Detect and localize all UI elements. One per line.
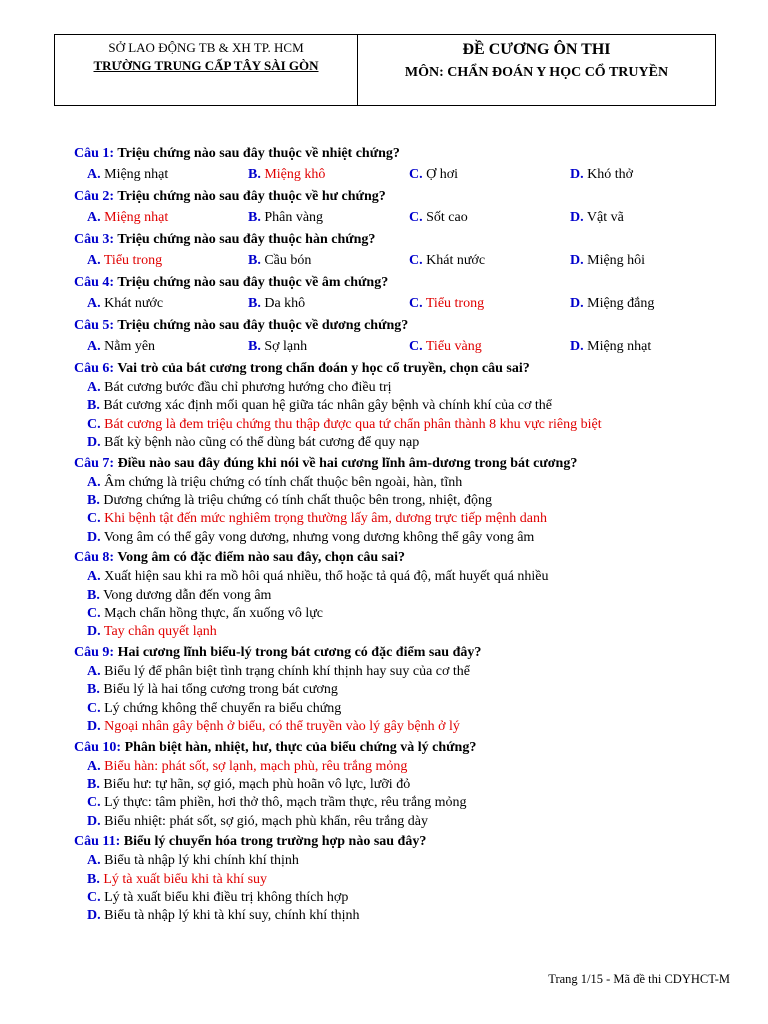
option-letter: B. [87,587,100,603]
option-letter: C. [409,339,423,354]
question-text: Triệu chứng nào sau đây thuộc về nhiệt chứng? [117,146,400,161]
option-a [87,164,248,186]
option-text: Vật vã [586,210,624,225]
option-letter: A. [87,210,101,225]
option-text: Khát nước [104,296,164,311]
option-letter: D. [570,167,584,182]
option-d [570,250,731,272]
option-text: Xuất hiện sau khi ra mồ hôi quá nhiều, thổ hoặc tả quá độ, mất huyết quá nhiều [104,569,549,585]
option-letter: B. [248,296,261,311]
correct-answer-text: Biểu hàn: phát sốt, sợ lạnh, mạch phù, rêu trắng mỏng [104,758,408,774]
header-box [54,34,716,106]
question-4 [74,272,744,293]
option-letter: A. [87,253,101,268]
option-a [87,207,248,229]
option-c [409,207,570,229]
correct-answer-text: Miệng khô [264,167,326,182]
option-text: Vong âm có thể gây vong dương, nhưng vong dương không thể gây vong âm [103,529,535,545]
option-text: Miệng nhạt [587,339,652,354]
question-number: Câu 7: [74,455,115,471]
option-text: Bát cương bước đầu chỉ phương hướng cho điều trị [104,380,392,395]
question-text: Điều nào sau đây đúng khi nói về hai cương lĩnh âm-dương trong bát cương? [117,455,578,471]
question-8 [74,547,744,568]
option-letter: C. [409,253,423,268]
option-text: Sợ lạnh [264,339,308,354]
subject-title: MÔN: CHẨN ĐOÁN Y HỌC CỔ TRUYỀN [404,65,669,80]
option-b [87,681,744,699]
option-a [87,568,744,586]
option-c [87,605,744,623]
option-text: Nằm yên [104,339,156,354]
option-b [248,207,409,229]
option-a [87,336,248,358]
question-3 [74,229,744,250]
question-number: Câu 1: [74,146,115,161]
option-d [87,623,744,641]
option-b [248,250,409,272]
option-letter: A. [87,853,101,869]
option-c [87,700,744,718]
option-b [248,164,409,186]
question-text: Vong âm có đặc điểm nào sau đây, chọn câu sai? [117,550,406,566]
option-text: Mạch chẩn hồng thực, ấn xuống vô lực [104,606,324,622]
options-10 [87,758,744,832]
question-6 [74,358,744,379]
question-list [74,143,744,926]
document-title: ĐỀ CƯƠNG ÔN THI [462,41,611,58]
option-b [87,492,744,510]
option-text: Sốt cao [426,210,468,225]
option-text: Biểu tà nhập lý khi tà khí suy, chính khí thịnh [104,908,360,924]
option-text: Biểu nhiệt: phát sốt, sợ gió, mạch phù khẩn, rêu trắng dày [104,813,429,829]
option-letter: C. [87,889,101,905]
question-10 [74,737,744,758]
question-number: Câu 10: [74,739,122,755]
option-b [87,871,744,889]
option-b [248,293,409,315]
question-text: Triệu chứng nào sau đây thuộc về hư chứng? [117,189,386,204]
question-9 [74,642,744,663]
option-text: Vong dương dẫn đến vong âm [103,587,272,603]
option-letter: D. [87,813,101,829]
option-a [87,852,744,870]
option-b [87,776,744,794]
option-b [87,397,744,415]
option-letter: D. [87,529,101,545]
option-letter: A. [87,380,101,395]
options-6 [87,379,744,453]
option-d [87,813,744,831]
question-number: Câu 4: [74,275,115,290]
correct-answer-text: Tiểu vàng [425,339,482,354]
option-letter: B. [87,682,100,698]
correct-answer-text: Khi bệnh tật đến mức nghiêm trọng thường lấy âm, dương trực tiếp mệnh danh [104,511,548,527]
question-1 [74,143,744,164]
option-text: Bất kỳ bệnh nào cũng có thể dùng bát cương để quy nạp [104,435,420,451]
options-9 [87,663,744,737]
option-letter: B. [248,339,261,354]
option-letter: B. [87,398,100,414]
option-letter: D. [87,908,101,924]
options-4 [87,293,744,315]
option-text: Biểu tà nhập lý khi chính khí thịnh [104,853,299,869]
org-name: SỞ LAO ĐỘNG TB & XH TP. HCM [108,40,304,55]
option-text: Khát nước [426,253,486,268]
option-letter: A. [87,167,101,182]
option-d [87,718,744,736]
option-letter: B. [87,871,100,887]
option-text: Miệng hôi [587,253,646,268]
option-letter: C. [87,795,101,811]
question-11 [74,831,744,852]
option-letter: B. [248,253,261,268]
option-letter: C. [87,511,101,527]
option-d [570,164,731,186]
question-number: Câu 9: [74,644,115,660]
option-letter: D. [87,624,101,640]
option-c [87,889,744,907]
option-d [87,529,744,547]
option-letter: A. [87,569,101,585]
option-d [87,434,744,452]
option-text: Cầu bón [264,253,312,268]
options-1 [87,164,744,186]
option-a [87,250,248,272]
question-2 [74,186,744,207]
option-a [87,293,248,315]
question-number: Câu 5: [74,318,115,333]
option-c [87,794,744,812]
option-letter: C. [409,296,423,311]
option-letter: C. [409,167,423,182]
option-text: Da khô [264,296,306,311]
option-c [409,336,570,358]
options-2 [87,207,744,229]
option-letter: A. [87,296,101,311]
option-letter: C. [87,416,101,432]
option-a [87,758,744,776]
option-letter: D. [87,435,101,451]
option-letter: B. [87,493,100,509]
options-11 [87,852,744,926]
option-text: Biểu lý để phân biệt tình trạng chính khí thịnh hay suy của cơ thể [104,663,471,679]
correct-answer-text: Tiểu trong [425,296,485,311]
option-letter: C. [87,606,101,622]
option-letter: D. [570,253,584,268]
question-number: Câu 8: [74,550,115,566]
question-text: Biểu lý chuyển hóa trong trường hợp nào sau đây? [123,834,427,850]
option-letter: C. [87,700,101,716]
option-b [87,587,744,605]
option-letter: D. [570,210,584,225]
question-text: Triệu chứng nào sau đây thuộc về âm chứng? [117,275,389,290]
options-8 [87,568,744,642]
question-text: Phân biệt hàn, nhiệt, hư, thực của biểu chứng và lý chứng? [124,739,477,755]
option-c [409,164,570,186]
option-letter: A. [87,474,101,490]
options-3 [87,250,744,272]
option-c [87,510,744,528]
option-letter: B. [248,167,261,182]
correct-answer-text: Bát cương là đem triệu chứng thu thập được qua tứ chẩn phân thành 8 khu vực riêng biệt [104,416,602,432]
header-left [55,35,358,105]
question-7 [74,453,744,474]
option-text: Dương chứng là triệu chứng có tính chất thuộc bên trong, nhiệt, động [103,493,492,509]
option-letter: A. [87,663,101,679]
correct-answer-text: Tay chân quyết lạnh [103,624,217,640]
option-text: Miệng đắng [587,296,655,311]
question-text: Vai trò của bát cương trong chẩn đoán y học cổ truyền, chọn câu sai? [117,361,530,376]
question-number: Câu 3: [74,232,115,247]
option-letter: D. [570,339,584,354]
option-letter: A. [87,339,101,354]
option-letter: D. [87,719,101,735]
option-d [87,907,744,925]
option-text: Lý tà xuất biểu khi điều trị không thích hợp [104,889,349,905]
option-text: Phân vàng [264,210,324,225]
option-text: Bát cương xác định mối quan hệ giữa tác nhân gây bệnh và chính khí của cơ thể [103,398,553,414]
option-b [248,336,409,358]
question-text: Hai cương lĩnh biểu-lý trong bát cương có đặc điểm sau đây? [117,644,482,660]
question-number: Câu 6: [74,361,115,376]
page-footer: Trang 1/15 - Mã đề thi CDYHCT-M [548,972,730,986]
option-letter: B. [248,210,261,225]
correct-answer-text: Lý tà xuất biểu khi tà khí suy [103,871,268,887]
option-text: Khó thở [587,167,634,182]
option-a [87,474,744,492]
option-text: Miệng nhạt [104,167,169,182]
option-d [570,293,731,315]
option-text: Ợ hơi [426,167,459,182]
option-text: Âm chứng là triệu chứng có tính chất thuộc bên ngoài, hàn, tĩnh [104,474,463,490]
question-5 [74,315,744,336]
question-text: Triệu chứng nào sau đây thuộc hàn chứng? [117,232,376,247]
question-number: Câu 11: [74,834,121,850]
correct-answer-text: Miệng nhạt [104,210,169,225]
option-c [87,416,744,434]
option-letter: D. [570,296,584,311]
option-text: Biểu lý là hai tổng cương trong bát cương [103,682,338,698]
question-number: Câu 2: [74,189,115,204]
header-right [358,35,715,105]
option-letter: A. [87,758,101,774]
correct-answer-text: Tiểu trong [103,253,163,268]
option-text: Biểu hư: tự hãn, sợ gió, mạch phù hoãn vô lực, lưỡi đỏ [103,776,411,792]
option-c [409,293,570,315]
option-letter: C. [409,210,423,225]
option-letter: B. [87,776,100,792]
option-a [87,379,744,397]
option-text: Lý thực: tâm phiền, hơi thở thô, mạch trầm thực, rêu trắng mỏng [104,795,467,811]
options-5 [87,336,744,358]
option-text: Lý chứng không thể chuyển ra biểu chứng [104,700,342,716]
correct-answer-text: Ngoại nhân gây bệnh ở biểu, có thể truyền vào lý gây bệnh ở lý [104,719,460,735]
question-text: Triệu chứng nào sau đây thuộc về dương chứng? [117,318,409,333]
option-c [409,250,570,272]
option-a [87,663,744,681]
option-d [570,207,731,229]
options-7 [87,474,744,548]
school-name: TRƯỜNG TRUNG CẤP TÂY SÀI GÒN [93,58,319,73]
option-d [570,336,731,358]
